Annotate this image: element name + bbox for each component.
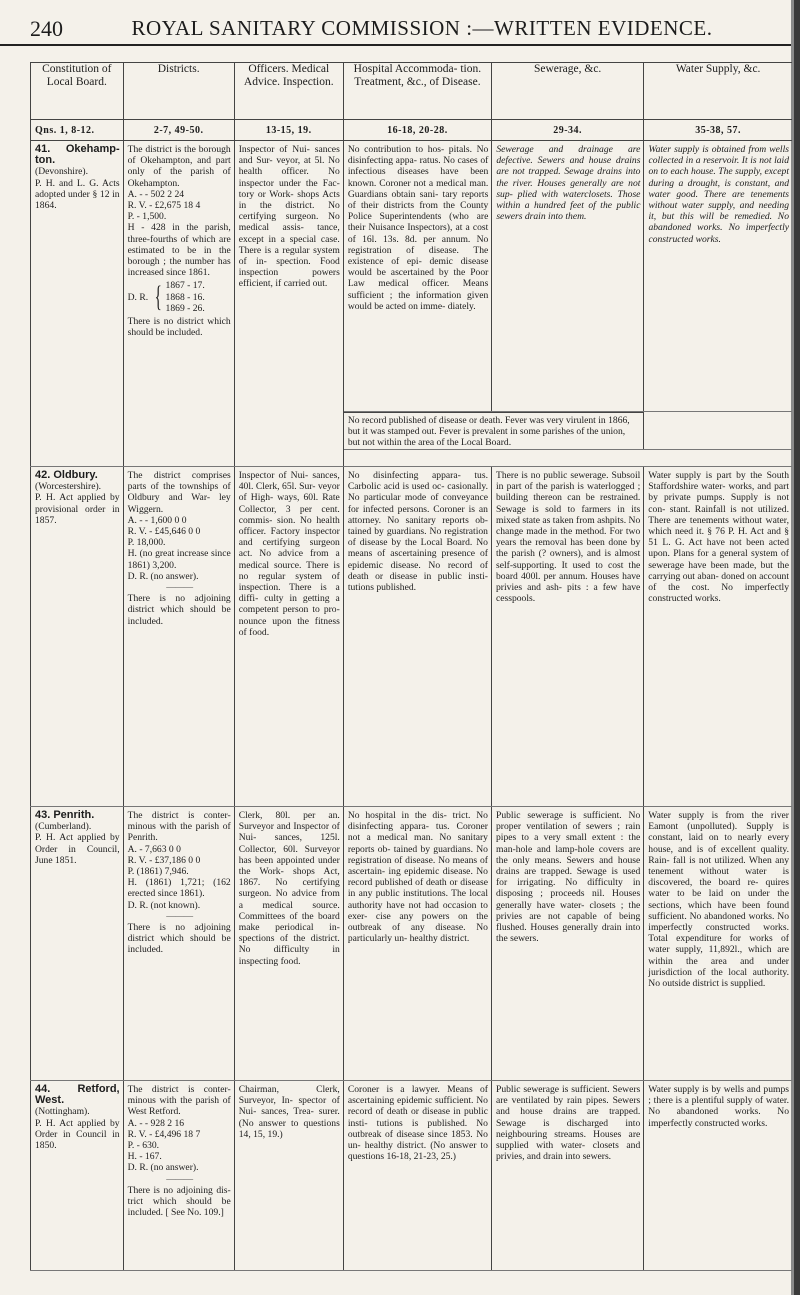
- district-population: P. (1861) 7,946.: [127, 866, 189, 878]
- page-edge: [794, 0, 800, 1295]
- adjoining-district: There is no adjoining district which should be included.: [127, 922, 231, 956]
- district-population: P. - 1,500.: [127, 211, 167, 223]
- hospital-text: No contribution to hos- pitals. No disinfecting appa- ratus. No cases of infectious diseases have been known. Coroner not a medical man. Guardians obtain sani- tary reports of their districts from the County Police Superintendents (who are their Nuisance Inspectors), at a cost of 16l. 13s. 8d. per annum. No registration of disease. The existence of epi- demic disease would be ascertained by the Poor Law medical officer. Means sufficient ; the information given would be acted on imme- diately.: [347, 144, 489, 312]
- district-text: The district is conter- minous with the parish of West Retford.: [127, 1084, 231, 1118]
- district-population: P. - 630.: [127, 1140, 160, 1152]
- entry-name: 44. Retford, West.: [35, 1083, 120, 1107]
- entry-oldbury: [31, 467, 793, 807]
- divider: ———: [166, 910, 193, 922]
- col-districts: Districts.: [123, 63, 234, 120]
- district-houses: H. (no great increase since 1861) 3,200.: [127, 548, 231, 571]
- sewerage-text: Sewerage and drainage are defective. Sewers and house drains are not trapped. Sewage drains into the river. Houses generally are not sup- plied with waterclosets. Those within a hundred feet of the public sewers drain into them.: [496, 144, 641, 223]
- entry-retford-west: [31, 1081, 793, 1271]
- adjoining-district: There is no adjoining district which should be included.: [127, 593, 231, 627]
- entry-county: (Worcestershire).: [35, 481, 102, 493]
- hospital-text: No hospital in the dis- trict. No disinfecting appara- tus. Coroner not a medical man. No sanitary reports ob- tained by guardians. No registration of disease. No means of ascertain- ing epidemic disease. No record published of death or disease in any public institutions. The local authority have not had occasion to exer- cise any powers on the outbreak of any disease. No particularly un- healthy district.: [347, 810, 488, 945]
- entry-penrith: [31, 807, 793, 1081]
- water-text: Water supply is by wells and pumps ; there is a plentiful supply of water. No abandoned works. No imperfectly constructed works.: [648, 1084, 789, 1129]
- entry-okehampton: [31, 141, 793, 467]
- district-text: The district comprises parts of the townships of Oldbury and War- ley Wiggern.: [127, 470, 231, 515]
- officers-text: Inspector of Nui- sances, 40l. Clerk, 65l. Sur- veyor of High- ways, 60l. Rate Collector, 3 per cent. commis- sion. No health officer. Factory inspector and certifying surgeon act. No advice from a medical source. There is no regular system of inspection. There is a diffi- culty in getting a competent person to pro- nounce upon the fitness of food.: [238, 470, 340, 638]
- entry-name: 42. Oldbury.: [35, 469, 98, 481]
- qref-c6: 35-38, 57.: [644, 120, 792, 141]
- qref-c4: 16-18, 20-28.: [343, 120, 491, 141]
- district-rateable-value: R. V. - £37,186 0 0: [127, 854, 201, 866]
- running-header: [30, 16, 790, 44]
- district-houses: H - 428 in the parish, three-fourths of which are estimated to be in the borough ; the number has increased since 1861.: [127, 222, 231, 279]
- district-text: The district is conter- minous with the parish of Penrith.: [127, 810, 231, 844]
- entry-county: (Devonshire).: [35, 166, 89, 178]
- sewerage-text: Public sewerage is sufficient. No proper ventilation of sewers ; rain pipes to a very small extent : the man-hole and lamp-hole covers are the only means. Sewers and house drains are trapped. Sewage is used for irrigating. No difficulty in disposing ; proceeds nil. Houses generally have water- closets ; the privies are not capable of being flushed. Houses generally drain into the sewers.: [495, 810, 641, 945]
- death-rate-1868: 1868 - 16.: [165, 291, 205, 303]
- district-death-rate: D. R. (not known).: [127, 899, 201, 911]
- death-rate-1867: 1867 - 17.: [165, 280, 205, 292]
- district-houses: H. - 167.: [127, 1151, 162, 1163]
- district-rateable-value: R. V. - £4,496 18 7: [127, 1128, 201, 1140]
- entry-county: (Nottingham).: [35, 1106, 90, 1118]
- district-area: A. - - 502 2 24: [127, 188, 185, 200]
- qref-c1: Qns. 1, 8-12.: [31, 120, 124, 141]
- col-constitution: Constitution of Local Board.: [31, 63, 124, 120]
- district-death-rate: D. R. (no answer).: [127, 1162, 199, 1174]
- death-rate-1869: 1869 - 26.: [165, 302, 205, 314]
- column-header-row: [31, 63, 793, 120]
- district-text: The district is the borough of Okehampton, and part only of the parish of Okehampton.: [127, 144, 231, 189]
- district-population: P. 18,000.: [127, 537, 166, 549]
- entry-name: 41. Okehamp- ton.: [35, 143, 120, 167]
- water-text: Water supply is obtained from wells collected in a reservoir. It is not laid on to each house. The supply, except during a drought, is constant, and water good. There are tenements without water supply, and needing it, but this will be remedied. No abandoned works. No imperfectly constructed works.: [648, 144, 789, 245]
- evidence-table: [30, 62, 792, 1271]
- col-hospital: Hospital Accommoda- tion. Treatment, &c., of Disease.: [343, 63, 491, 120]
- qref-c5: 29-34.: [491, 120, 643, 141]
- hospital-text: No disinfecting appara- tus. Carbolic acid is used oc- casionally. No particular mode of conveyance for infected persons. Coroner is an attorney. No sanitary reports ob- tained by guardians. No registration of disease by the Local Board. No means of ascertaining presence of epidemic disease. No record of death or disease in public insti- tutions published.: [347, 470, 488, 594]
- col-sewerage: Sewerage, &c.: [491, 63, 643, 120]
- entry-constitution: P. H. Act applied by provisional order in 1857.: [35, 492, 120, 526]
- district-area: A. - - 1,600 0 0: [127, 514, 187, 526]
- col-officers: Officers. Medical Advice. Inspection.: [234, 63, 343, 120]
- adjoining-district: There is no adjoining dis- trict which should be included. [ See No. 109.]: [127, 1184, 231, 1219]
- water-text: Water supply is part by the South Staffordshire water- works, and part by private pumps. Supply is not con- stant. Rainfall is not utilized. There are tenements without water, which need it. § 76 P. H. Act and § 51 L. G. Act have not been acted upon. Plans for a general system of sewerage have been made, but the carrying out aban- doned on account of the cost. No imperfectly constructed works.: [648, 470, 789, 605]
- district-rateable-value: R. V. - £45,646 0 0: [127, 526, 201, 538]
- officers-text: Chairman, Clerk, Surveyor, In- spector of Nui- sances, Trea- surer. (No answer to questions 14, 15, 19.): [238, 1084, 340, 1140]
- question-ref-row: [31, 120, 793, 141]
- adjoining-district: There is no district which should be included.: [127, 316, 231, 339]
- officers-text: Inspector of Nui- sances and Sur- veyor, at 5l. No health officer. No inspector under the Fac- tory or Work- shops Acts in the district. No certifying surgeon. No medical assis- tance, except in a special case. There is a regular system of in- spection. Food inspection powers efficient, if carried out.: [238, 144, 340, 290]
- officers-text: Clerk, 80l. per an. Surveyor and Inspector of Nui- sances, 125l. Collector, 60l. Surveyor has been appointed under the Work- shops Act, 1867. No certifying surgeon. No advice from a medical source. Committees of the board make periodical in- spections of the district. No difficulty in inspecting food.: [238, 810, 340, 967]
- entry-constitution: P. H. and L. G. Acts adopted under § 12 in 1864.: [35, 177, 120, 212]
- divider: ———: [166, 1173, 193, 1185]
- death-rate-label: D. R.: [127, 291, 149, 303]
- running-title: ROYAL SANITARY COMMISSION :—WRITTEN EVIDENCE.: [131, 16, 713, 40]
- qref-c3: 13-15, 19.: [234, 120, 343, 141]
- sewerage-text: There is no public sewerage. Subsoil in part of the parish is waterlogged ; building thereon can be restrained. Sewage is sold to farmers in its mixed state as taken from ashpits. No change made in the method. For two years the removal has been done by the parish (? owners), and is almost self-supporting. It used to cost the board 400l. per annum. Houses have privies and ash- pits : a few have cesspools.: [495, 470, 641, 605]
- entry-name: 43. Penrith.: [35, 809, 95, 821]
- qref-c2: 2-7, 49-50.: [123, 120, 234, 141]
- divider: ———: [166, 582, 193, 594]
- water-text: Water supply is from the river Eamont (unpolluted). Supply is constant, laid on to nearly every house, and is of excellent quality. Rain- fall is not utilized. When any tenement without water is discovered, the board re- quires water to be laid on under the sections, which have been found sufficient. No abandoned works. No imperfectly constructed works. Total expenditure for works of water supply, 11,892l., which are within the area and under jurisdiction of the local authority. No outside district is supplied.: [648, 810, 789, 990]
- death-rate-block: [128, 280, 231, 314]
- page-number: 240: [30, 16, 63, 41]
- col-water: Water Supply, &c.: [644, 63, 792, 120]
- entry-constitution: P. H. Act applied by Order in Council in 1850.: [35, 1117, 120, 1152]
- brace-icon: {: [154, 280, 162, 314]
- header-rule: [0, 44, 791, 46]
- district-area: A. - 7,663 0 0: [127, 843, 181, 855]
- disease-record-note: No record published of disease or death. Fever was very virulent in 1866, but it was stamped out. Fever is prevalent in some parishes of the union, but not within the area of the Local Board.: [344, 412, 644, 449]
- entry-constitution: P. H. Act applied by Order in Council, June 1851.: [35, 832, 120, 866]
- hospital-text: Coroner is a lawyer. Means of ascertaining epidemic sufficient. No record of death or disease in public insti- tutions is published. No outbreak of disease since 1853. No un- healthy district. (No answer to questions 16-18, 21-23, 25.): [347, 1084, 488, 1163]
- district-death-rate: D. R. (no answer).: [127, 570, 199, 582]
- entry-county: (Cumberland).: [35, 821, 92, 833]
- district-rateable-value: R. V. - £2,675 18 4: [127, 200, 201, 212]
- district-area: A. - - 928 2 16: [127, 1117, 185, 1129]
- district-houses: H. (1861) 1,721; (162 erected since 1861).: [127, 877, 231, 900]
- sewerage-text: Public sewerage is sufficient. Sewers are ventilated by rain pipes. Sewers and house drains are trapped. Sewage is discharged into neighbouring streams. Houses are supplied with water- closets and privies, and drain into sewers.: [495, 1084, 641, 1163]
